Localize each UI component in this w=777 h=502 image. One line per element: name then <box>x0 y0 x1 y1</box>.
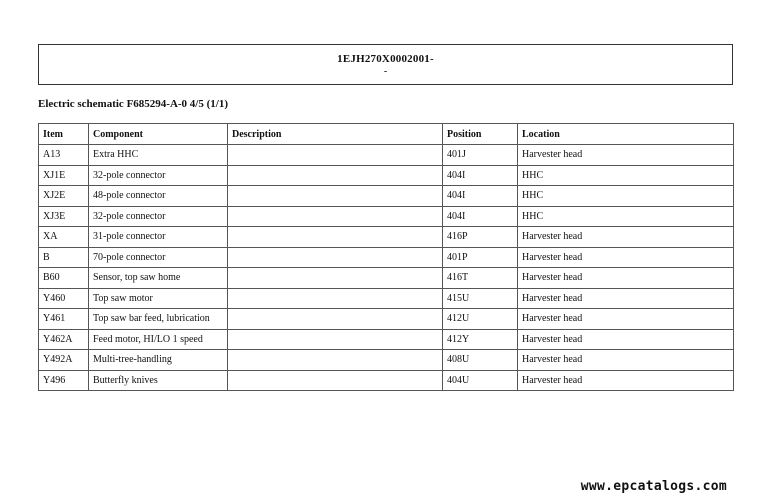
cell-description <box>228 350 443 371</box>
parts-table-body <box>39 145 734 391</box>
cell-item: XJ3E <box>39 206 89 227</box>
table-row <box>39 145 734 166</box>
table-row <box>39 370 734 391</box>
cell-position: 408U <box>443 350 518 371</box>
cell-description <box>228 186 443 207</box>
cell-component: Multi-tree-handling <box>89 350 228 371</box>
document-subcode: - <box>383 66 388 77</box>
cell-location: Harvester head <box>518 145 734 166</box>
cell-component: 32-pole connector <box>89 206 228 227</box>
cell-position: 401J <box>443 145 518 166</box>
table-row <box>39 268 734 289</box>
watermark-text: www.epcatalogs.com <box>580 479 727 494</box>
table-header-row <box>39 124 734 145</box>
table-row <box>39 350 734 371</box>
cell-position: 404I <box>443 165 518 186</box>
table-row <box>39 329 734 350</box>
cell-description <box>228 268 443 289</box>
cell-component: Butterfly knives <box>89 370 228 391</box>
cell-item: B60 <box>39 268 89 289</box>
cell-item: B <box>39 247 89 268</box>
cell-item: Y496 <box>39 370 89 391</box>
table-row <box>39 288 734 309</box>
column-header-component: Component <box>89 124 228 145</box>
table-row <box>39 247 734 268</box>
cell-description <box>228 288 443 309</box>
cell-component: 31-pole connector <box>89 227 228 248</box>
column-header-position: Position <box>443 124 518 145</box>
cell-item: Y462A <box>39 329 89 350</box>
cell-item: XJ1E <box>39 165 89 186</box>
document-header-box <box>38 44 733 85</box>
column-header-item: Item <box>39 124 89 145</box>
cell-description <box>228 247 443 268</box>
cell-item: XA <box>39 227 89 248</box>
cell-location: Harvester head <box>518 309 734 330</box>
cell-description <box>228 206 443 227</box>
cell-location: Harvester head <box>518 329 734 350</box>
cell-position: 404I <box>443 186 518 207</box>
cell-description <box>228 329 443 350</box>
cell-component: Extra HHC <box>89 145 228 166</box>
cell-position: 401P <box>443 247 518 268</box>
cell-position: 415U <box>443 288 518 309</box>
cell-component: 48-pole connector <box>89 186 228 207</box>
cell-component: 70-pole connector <box>89 247 228 268</box>
table-row <box>39 227 734 248</box>
cell-location: Harvester head <box>518 268 734 289</box>
cell-location: Harvester head <box>518 288 734 309</box>
cell-position: 416P <box>443 227 518 248</box>
cell-item: Y460 <box>39 288 89 309</box>
cell-position: 416T <box>443 268 518 289</box>
cell-component: Feed motor, HI/LO 1 speed <box>89 329 228 350</box>
cell-location: Harvester head <box>518 370 734 391</box>
cell-component: 32-pole connector <box>89 165 228 186</box>
table-row <box>39 206 734 227</box>
cell-location: Harvester head <box>518 227 734 248</box>
document-code: 1EJH270X0002001- <box>337 53 434 65</box>
table-row <box>39 309 734 330</box>
parts-table <box>38 123 734 391</box>
cell-description <box>228 165 443 186</box>
cell-location: HHC <box>518 186 734 207</box>
cell-description <box>228 227 443 248</box>
cell-position: 412U <box>443 309 518 330</box>
cell-component: Top saw motor <box>89 288 228 309</box>
cell-component: Sensor, top saw home <box>89 268 228 289</box>
cell-component: Top saw bar feed, lubrication <box>89 309 228 330</box>
column-header-description: Description <box>228 124 443 145</box>
cell-item: Y461 <box>39 309 89 330</box>
cell-item: Y492A <box>39 350 89 371</box>
cell-location: HHC <box>518 165 734 186</box>
cell-item: A13 <box>39 145 89 166</box>
table-row <box>39 186 734 207</box>
cell-position: 404I <box>443 206 518 227</box>
table-row <box>39 165 734 186</box>
cell-description <box>228 145 443 166</box>
cell-location: Harvester head <box>518 350 734 371</box>
cell-location: Harvester head <box>518 247 734 268</box>
cell-description <box>228 309 443 330</box>
column-header-location: Location <box>518 124 734 145</box>
cell-position: 404U <box>443 370 518 391</box>
cell-location: HHC <box>518 206 734 227</box>
cell-item: XJ2E <box>39 186 89 207</box>
schematic-title: Electric schematic F685294-A-0 4/5 (1/1) <box>38 98 228 110</box>
cell-description <box>228 370 443 391</box>
cell-position: 412Y <box>443 329 518 350</box>
